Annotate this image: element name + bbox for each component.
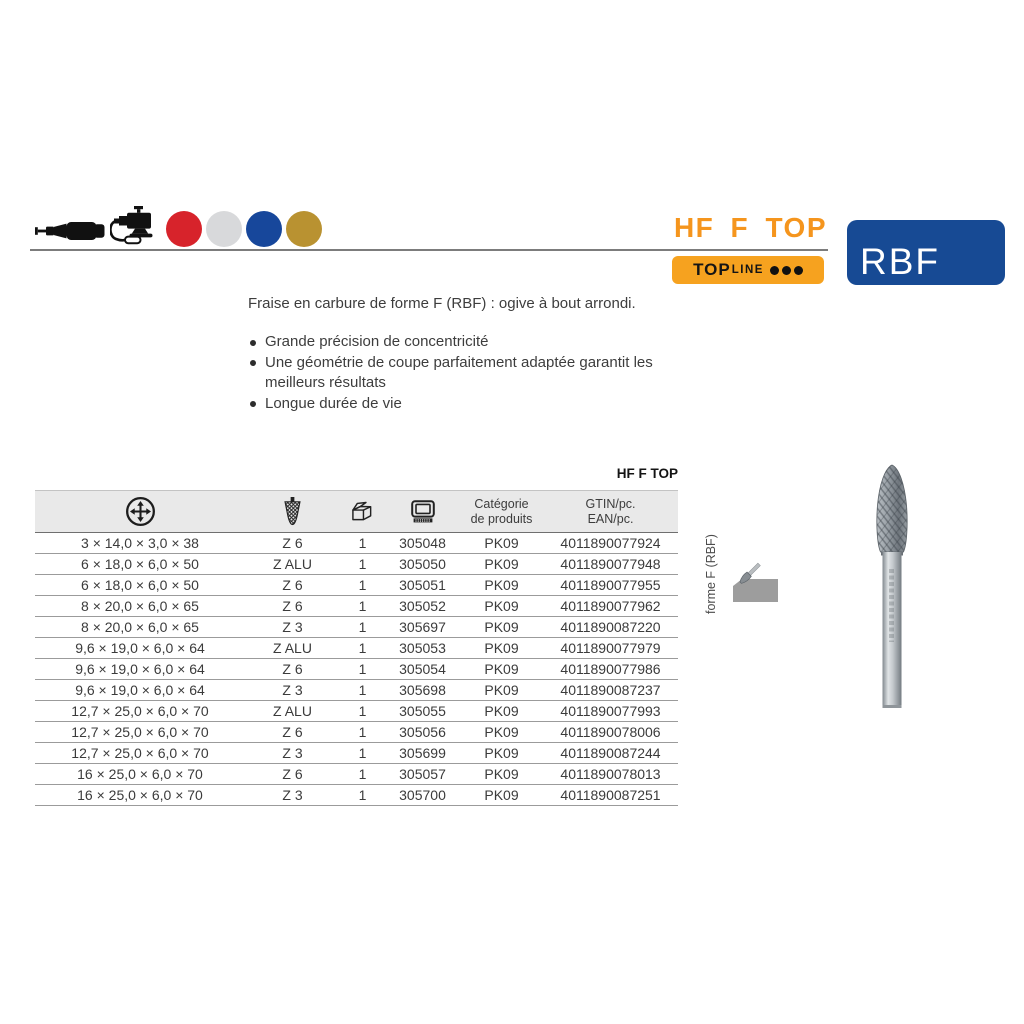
- feature-list: [248, 332, 682, 414]
- cell-dimensions: 3 × 14,0 × 3,0 × 38: [35, 533, 245, 554]
- table-header-row: [35, 491, 678, 533]
- table-row: [35, 638, 678, 659]
- edp-computer-icon: [410, 500, 436, 523]
- cell-edp-number: 305053: [385, 638, 460, 659]
- table-row: [35, 764, 678, 785]
- cell-category: PK09: [460, 743, 543, 764]
- topline-badge-top-label: TOP: [693, 260, 731, 279]
- form-label: forme F (RBF): [704, 534, 718, 614]
- cell-category: PK09: [460, 554, 543, 575]
- cell-dimensions: 8 × 20,0 × 6,0 × 65: [35, 617, 245, 638]
- form-usage-illustration: [726, 542, 781, 604]
- dimensions-icon: [125, 496, 156, 527]
- cell-gtin: 4011890087220: [543, 617, 678, 638]
- cell-qty: 1: [340, 533, 385, 554]
- cell-qty: 1: [340, 701, 385, 722]
- cell-category: PK09: [460, 722, 543, 743]
- cell-teeth: Z 6: [245, 575, 340, 596]
- cell-qty: 1: [340, 638, 385, 659]
- cell-dimensions: 12,7 × 25,0 × 6,0 × 70: [35, 701, 245, 722]
- cell-dimensions: 12,7 × 25,0 × 6,0 × 70: [35, 722, 245, 743]
- spec-table: [35, 490, 678, 806]
- cell-dimensions: 16 × 25,0 × 6,0 × 70: [35, 764, 245, 785]
- cell-gtin: 4011890077948: [543, 554, 678, 575]
- feature-item: Une géométrie de coupe parfaitement adaptée garantit les meilleurs résultats: [248, 353, 682, 394]
- table-body: [35, 533, 678, 806]
- cell-category: PK09: [460, 659, 543, 680]
- cell-edp-number: 305055: [385, 701, 460, 722]
- table-row: [35, 701, 678, 722]
- cell-teeth: Z 6: [245, 533, 340, 554]
- cell-edp-number: 305700: [385, 785, 460, 806]
- rbf-badge: [847, 220, 1005, 285]
- table-row: [35, 617, 678, 638]
- cell-category: PK09: [460, 533, 543, 554]
- cell-gtin: 4011890077993: [543, 701, 678, 722]
- feature-item: Longue durée de vie: [248, 394, 682, 415]
- cell-qty: 1: [340, 764, 385, 785]
- cell-edp-number: 305056: [385, 722, 460, 743]
- column-header-category: Catégorie de produits: [460, 491, 543, 533]
- column-header-dimensions: [35, 491, 245, 533]
- cell-edp-number: 305698: [385, 680, 460, 701]
- cell-teeth: Z 3: [245, 785, 340, 806]
- cell-teeth: Z 3: [245, 680, 340, 701]
- column-header-edp: [385, 491, 460, 533]
- cell-category: PK09: [460, 617, 543, 638]
- tooth-cut-icon: [282, 497, 303, 526]
- cell-category: PK09: [460, 764, 543, 785]
- topline-badge-line-label: LINE: [731, 264, 764, 276]
- header-divider-line: [30, 249, 828, 251]
- cell-teeth: Z 6: [245, 722, 340, 743]
- cell-edp-number: 305699: [385, 743, 460, 764]
- table-row: [35, 743, 678, 764]
- cell-qty: 1: [340, 722, 385, 743]
- feature-item: Grande précision de concentricité: [248, 332, 682, 353]
- cell-edp-number: 305697: [385, 617, 460, 638]
- cell-category: PK09: [460, 575, 543, 596]
- cell-teeth: Z ALU: [245, 701, 340, 722]
- cell-category: PK09: [460, 701, 543, 722]
- cell-gtin: 4011890078013: [543, 764, 678, 785]
- product-description: Fraise en carbure de forme F (RBF) : ogive à bout arrondi.: [248, 295, 636, 312]
- cell-qty: 1: [340, 743, 385, 764]
- table-row: [35, 575, 678, 596]
- table-row: [35, 722, 678, 743]
- cell-dimensions: 8 × 20,0 × 6,0 × 65: [35, 596, 245, 617]
- cell-gtin: 4011890077979: [543, 638, 678, 659]
- cell-dimensions: 16 × 25,0 × 6,0 × 70: [35, 785, 245, 806]
- cell-edp-number: 305051: [385, 575, 460, 596]
- cell-dimensions: 6 × 18,0 × 6,0 × 50: [35, 554, 245, 575]
- column-header-gtin: GTIN/pc. EAN/pc.: [543, 491, 678, 533]
- cell-teeth: Z ALU: [245, 638, 340, 659]
- cell-dimensions: 9,6 × 19,0 × 6,0 × 64: [35, 659, 245, 680]
- table-caption: HF F TOP: [616, 466, 678, 481]
- cell-edp-number: 305050: [385, 554, 460, 575]
- page-title: HF F TOP: [673, 212, 827, 243]
- cell-category: PK09: [460, 638, 543, 659]
- cell-dimensions: 9,6 × 19,0 × 6,0 × 64: [35, 638, 245, 659]
- table-row: [35, 659, 678, 680]
- cell-category: PK09: [460, 680, 543, 701]
- topline-badge: [672, 256, 824, 284]
- cell-teeth: Z 3: [245, 743, 340, 764]
- cell-gtin: 4011890077924: [543, 533, 678, 554]
- cell-qty: 1: [340, 659, 385, 680]
- cell-category: PK09: [460, 596, 543, 617]
- rbf-badge-label: RBF: [860, 241, 940, 282]
- cell-qty: 1: [340, 554, 385, 575]
- cell-gtin: 4011890077962: [543, 596, 678, 617]
- cell-edp-number: 305052: [385, 596, 460, 617]
- cell-dimensions: 6 × 18,0 × 6,0 × 50: [35, 575, 245, 596]
- column-header-teeth: [245, 491, 340, 533]
- cell-teeth: Z 6: [245, 764, 340, 785]
- carbide-burr-product-image: [855, 457, 930, 722]
- cell-category: PK09: [460, 785, 543, 806]
- cell-gtin: 4011890077955: [543, 575, 678, 596]
- cell-qty: 1: [340, 596, 385, 617]
- cell-gtin: 4011890078006: [543, 722, 678, 743]
- cell-dimensions: 9,6 × 19,0 × 6,0 × 64: [35, 680, 245, 701]
- cell-teeth: Z 6: [245, 596, 340, 617]
- cell-qty: 1: [340, 575, 385, 596]
- column-header-package: [340, 491, 385, 533]
- cell-teeth: Z ALU: [245, 554, 340, 575]
- package-icon: [350, 500, 375, 523]
- cell-qty: 1: [340, 785, 385, 806]
- cell-teeth: Z 6: [245, 659, 340, 680]
- cell-dimensions: 12,7 × 25,0 × 6,0 × 70: [35, 743, 245, 764]
- table-row: [35, 680, 678, 701]
- table-row: [35, 554, 678, 575]
- cell-gtin: 4011890077986: [543, 659, 678, 680]
- cell-qty: 1: [340, 680, 385, 701]
- cell-gtin: 4011890087244: [543, 743, 678, 764]
- cell-edp-number: 305048: [385, 533, 460, 554]
- cell-edp-number: 305057: [385, 764, 460, 785]
- table-row: [35, 785, 678, 806]
- topline-dots-icon: [770, 266, 803, 275]
- table-row: [35, 596, 678, 617]
- cell-qty: 1: [340, 617, 385, 638]
- cell-gtin: 4011890087251: [543, 785, 678, 806]
- cell-teeth: Z 3: [245, 617, 340, 638]
- cell-gtin: 4011890087237: [543, 680, 678, 701]
- table-row: [35, 533, 678, 554]
- cell-edp-number: 305054: [385, 659, 460, 680]
